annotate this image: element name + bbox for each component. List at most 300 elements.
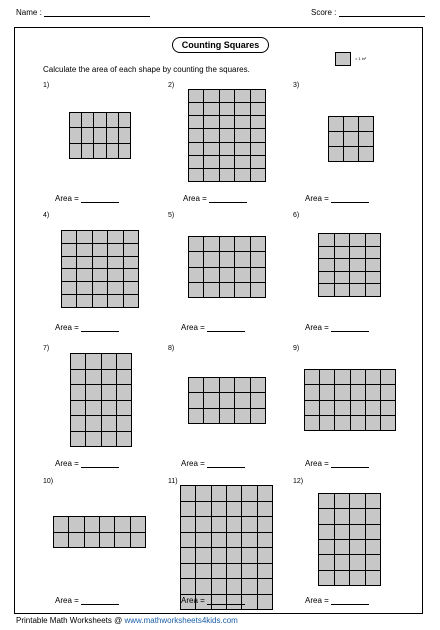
grid-square [366, 571, 381, 585]
grid-square [71, 416, 85, 431]
grid-square [117, 370, 131, 385]
grid-square [235, 103, 249, 115]
grid-square [124, 244, 138, 256]
grid-square [335, 525, 350, 539]
grid-square [320, 385, 334, 399]
problem-number: 5) [168, 212, 175, 219]
grid-square [189, 252, 203, 266]
grid-square [62, 282, 76, 294]
grid-square [108, 282, 122, 294]
answer-blank[interactable] [207, 467, 245, 468]
square-grid [304, 369, 396, 431]
grid-square [204, 252, 218, 266]
grid-square [329, 117, 343, 131]
grid-square [82, 128, 93, 142]
grid-square [102, 354, 116, 369]
square-grid [318, 233, 381, 297]
problem-number: 3) [293, 82, 300, 89]
grid-square [251, 129, 265, 141]
grid-square [212, 579, 226, 594]
grid-square [204, 237, 218, 251]
grid-square [189, 90, 203, 102]
area-label: Area = [305, 323, 329, 332]
name-label: Name : [16, 8, 42, 17]
grid-square [189, 103, 203, 115]
grid-square [350, 540, 365, 554]
grid-square [350, 234, 365, 246]
grid-square [71, 432, 85, 447]
grid-square [117, 401, 131, 416]
square-grid [328, 116, 374, 162]
grid-square [335, 370, 349, 384]
square-grid [69, 112, 131, 159]
grid-square [100, 533, 114, 548]
grid-square [69, 533, 83, 548]
grid-square [71, 401, 85, 416]
grid-square [62, 257, 76, 269]
grid-square [335, 284, 350, 296]
grid-square [235, 116, 249, 128]
name-line[interactable] [44, 16, 150, 17]
grid-square [320, 401, 334, 415]
problem-number: 7) [43, 345, 50, 352]
square-grid [188, 236, 266, 298]
grid-square [351, 401, 365, 415]
grid-square [204, 169, 218, 181]
grid-square [335, 494, 350, 508]
grid-square [220, 283, 234, 297]
grid-square [335, 247, 350, 259]
grid-square [93, 282, 107, 294]
grid-square [62, 269, 76, 281]
grid-square [108, 244, 122, 256]
grid-square [189, 156, 203, 168]
footer-url[interactable]: www.mathworksheets4kids.com [124, 616, 238, 625]
grid-square [335, 385, 349, 399]
grid-square [62, 231, 76, 243]
answer-blank[interactable] [331, 467, 369, 468]
problem-number: 9) [293, 345, 300, 352]
grid-square [124, 295, 138, 307]
grid-square [119, 113, 130, 127]
answer-blank[interactable] [331, 331, 369, 332]
grid-square [366, 259, 381, 271]
square-grid [180, 485, 273, 610]
grid-square [220, 268, 234, 282]
grid-square [196, 548, 210, 563]
grid-square [359, 147, 373, 161]
grid-square [305, 370, 319, 384]
grid-square [94, 128, 105, 142]
grid-square [93, 257, 107, 269]
grid-square [212, 548, 226, 563]
area-answer[interactable] [181, 323, 245, 332]
grid-square [320, 416, 334, 430]
grid-square [235, 252, 249, 266]
grid-square [94, 113, 105, 127]
grid-square [335, 509, 350, 523]
grid-square [107, 144, 118, 158]
grid-square [220, 116, 234, 128]
grid-square [227, 533, 241, 548]
answer-blank[interactable] [331, 202, 369, 203]
grid-square [204, 409, 218, 423]
grid-square [335, 416, 349, 430]
grid-square [124, 231, 138, 243]
grid-square [204, 116, 218, 128]
grid-square [319, 555, 334, 569]
grid-square [220, 409, 234, 423]
name-field[interactable] [16, 8, 150, 17]
grid-square [242, 517, 256, 532]
grid-square [359, 117, 373, 131]
grid-square [212, 502, 226, 517]
area-answer[interactable] [55, 459, 119, 468]
problem-number: 2) [168, 82, 175, 89]
grid-square [251, 237, 265, 251]
grid-square [117, 385, 131, 400]
grid-square [366, 494, 381, 508]
grid-square [117, 354, 131, 369]
grid-square [220, 237, 234, 251]
answer-blank[interactable] [207, 331, 245, 332]
grid-square [235, 90, 249, 102]
grid-square [196, 486, 210, 501]
grid-square [77, 244, 91, 256]
grid-square [350, 284, 365, 296]
grid-square [258, 502, 272, 517]
grid-square [335, 571, 350, 585]
grid-square [242, 502, 256, 517]
grid-square [93, 295, 107, 307]
area-answer[interactable] [305, 194, 369, 203]
answer-blank[interactable] [331, 604, 369, 605]
grid-square [82, 144, 93, 158]
grid-square [366, 416, 380, 430]
grid-square [227, 502, 241, 517]
grid-square [71, 385, 85, 400]
grid-square [350, 259, 365, 271]
grid-square [235, 378, 249, 392]
grid-square [258, 579, 272, 594]
score-line[interactable] [339, 16, 425, 17]
grid-square [319, 284, 334, 296]
grid-square [86, 416, 100, 431]
grid-square [131, 517, 145, 532]
area-answer[interactable] [181, 596, 245, 605]
grid-square [242, 564, 256, 579]
grid-square [242, 533, 256, 548]
grid-square [69, 517, 83, 532]
grid-square [335, 555, 350, 569]
grid-square [189, 409, 203, 423]
grid-square [189, 378, 203, 392]
grid-square [220, 393, 234, 407]
grid-square [319, 525, 334, 539]
grid-square [189, 143, 203, 155]
grid-square [189, 116, 203, 128]
grid-square [235, 169, 249, 181]
grid-square [366, 525, 381, 539]
grid-square [235, 129, 249, 141]
grid-square [181, 517, 195, 532]
score-label: Score : [311, 8, 337, 17]
grid-square [220, 90, 234, 102]
grid-square [102, 432, 116, 447]
area-answer[interactable] [55, 323, 119, 332]
grid-square [86, 385, 100, 400]
grid-square [108, 257, 122, 269]
grid-square [62, 295, 76, 307]
grid-square [107, 113, 118, 127]
grid-square [108, 231, 122, 243]
grid-square [305, 416, 319, 430]
worksheet-title: Counting Squares [172, 37, 269, 53]
grid-square [204, 393, 218, 407]
grid-square [108, 269, 122, 281]
grid-square [119, 128, 130, 142]
grid-square [77, 231, 91, 243]
grid-square [124, 282, 138, 294]
area-label: Area = [181, 596, 205, 605]
grid-square [335, 272, 350, 284]
grid-square [344, 117, 358, 131]
grid-square [251, 116, 265, 128]
grid-square [319, 509, 334, 523]
grid-square [204, 268, 218, 282]
area-answer[interactable] [181, 459, 245, 468]
grid-square [366, 509, 381, 523]
area-label: Area = [55, 459, 79, 468]
grid-square [189, 283, 203, 297]
legend-text: = 1 in² [355, 56, 367, 61]
grid-square [227, 564, 241, 579]
grid-square [335, 401, 349, 415]
grid-square [204, 90, 218, 102]
grid-square [235, 409, 249, 423]
grid-square [235, 268, 249, 282]
grid-square [251, 409, 265, 423]
grid-square [351, 416, 365, 430]
square-grid [53, 516, 146, 548]
grid-square [242, 486, 256, 501]
grid-square [344, 132, 358, 146]
grid-square [119, 144, 130, 158]
problem-number: 1) [43, 82, 50, 89]
grid-square [381, 401, 395, 415]
grid-square [189, 169, 203, 181]
area-label: Area = [305, 194, 329, 203]
grid-square [258, 548, 272, 563]
grid-square [94, 144, 105, 158]
grid-square [319, 247, 334, 259]
area-answer[interactable] [55, 596, 119, 605]
grid-square [70, 113, 81, 127]
grid-square [220, 156, 234, 168]
grid-square [366, 540, 381, 554]
grid-square [212, 486, 226, 501]
instructions: Calculate the area of each shape by counting the squares. [43, 65, 250, 74]
answer-blank[interactable] [81, 467, 119, 468]
unit-square-icon [335, 52, 351, 66]
grid-square [350, 555, 365, 569]
grid-square [85, 517, 99, 532]
grid-square [366, 272, 381, 284]
grid-square [115, 533, 129, 548]
area-answer[interactable] [55, 194, 119, 203]
grid-square [189, 393, 203, 407]
square-grid [61, 230, 139, 308]
problem-number: 10) [43, 478, 54, 485]
grid-square [204, 129, 218, 141]
grid-square [181, 502, 195, 517]
grid-square [251, 252, 265, 266]
grid-square [196, 533, 210, 548]
area-answer[interactable] [305, 323, 369, 332]
grid-square [86, 354, 100, 369]
grid-square [258, 564, 272, 579]
answer-blank[interactable] [209, 202, 247, 203]
grid-square [258, 517, 272, 532]
grid-square [204, 143, 218, 155]
grid-square [251, 393, 265, 407]
grid-square [305, 401, 319, 415]
grid-square [100, 517, 114, 532]
area-label: Area = [55, 323, 79, 332]
grid-square [54, 533, 68, 548]
grid-square [258, 533, 272, 548]
grid-square [235, 237, 249, 251]
grid-square [107, 128, 118, 142]
grid-square [366, 385, 380, 399]
grid-square [235, 143, 249, 155]
area-label: Area = [183, 194, 207, 203]
grid-square [350, 525, 365, 539]
grid-square [196, 579, 210, 594]
answer-blank[interactable] [207, 604, 245, 605]
problem-number: 8) [168, 345, 175, 352]
grid-square [204, 103, 218, 115]
grid-square [319, 259, 334, 271]
grid-square [93, 231, 107, 243]
grid-square [251, 103, 265, 115]
grid-square [102, 416, 116, 431]
answer-blank[interactable] [81, 202, 119, 203]
grid-square [181, 548, 195, 563]
grid-square [251, 143, 265, 155]
grid-square [350, 247, 365, 259]
grid-square [351, 370, 365, 384]
grid-square [212, 517, 226, 532]
grid-square [117, 432, 131, 447]
grid-square [319, 540, 334, 554]
grid-square [319, 494, 334, 508]
area-label: Area = [181, 459, 205, 468]
grid-square [227, 579, 241, 594]
grid-square [366, 234, 381, 246]
grid-square [335, 540, 350, 554]
grid-square [350, 272, 365, 284]
footer [16, 616, 238, 625]
grid-square [359, 132, 373, 146]
grid-square [381, 370, 395, 384]
grid-square [204, 156, 218, 168]
grid-square [220, 103, 234, 115]
answer-blank[interactable] [81, 331, 119, 332]
grid-square [212, 533, 226, 548]
problem-number: 11) [168, 478, 178, 485]
grid-square [235, 393, 249, 407]
area-label: Area = [305, 459, 329, 468]
grid-square [305, 385, 319, 399]
grid-square [71, 354, 85, 369]
grid-square [351, 385, 365, 399]
grid-square [251, 268, 265, 282]
grid-square [77, 295, 91, 307]
grid-square [220, 252, 234, 266]
grid-square [329, 132, 343, 146]
grid-square [258, 595, 272, 610]
problem-number: 12) [293, 478, 304, 485]
grid-square [212, 564, 226, 579]
area-label: Area = [55, 596, 79, 605]
grid-square [93, 244, 107, 256]
grid-square [131, 533, 145, 548]
grid-square [71, 370, 85, 385]
grid-square [102, 385, 116, 400]
grid-square [366, 284, 381, 296]
grid-square [251, 169, 265, 181]
score-field[interactable] [311, 8, 425, 17]
area-answer[interactable] [305, 596, 369, 605]
grid-square [102, 401, 116, 416]
grid-square [320, 370, 334, 384]
grid-square [366, 555, 381, 569]
grid-square [319, 571, 334, 585]
grid-square [335, 234, 350, 246]
grid-square [258, 486, 272, 501]
grid-square [77, 282, 91, 294]
area-label: Area = [181, 323, 205, 332]
grid-square [124, 269, 138, 281]
grid-square [381, 385, 395, 399]
grid-square [242, 548, 256, 563]
grid-square [77, 269, 91, 281]
square-grid [188, 377, 266, 424]
square-grid [70, 353, 132, 447]
grid-square [227, 517, 241, 532]
area-answer[interactable] [305, 459, 369, 468]
footer-text: Printable Math Worksheets @ [16, 616, 125, 625]
grid-square [115, 517, 129, 532]
grid-square [204, 378, 218, 392]
grid-square [220, 129, 234, 141]
area-answer[interactable] [183, 194, 247, 203]
grid-square [196, 517, 210, 532]
grid-square [189, 237, 203, 251]
grid-square [82, 113, 93, 127]
grid-square [366, 247, 381, 259]
grid-square [350, 509, 365, 523]
square-grid [188, 89, 266, 182]
answer-blank[interactable] [81, 604, 119, 605]
grid-square [85, 533, 99, 548]
grid-square [329, 147, 343, 161]
grid-square [227, 486, 241, 501]
grid-square [350, 571, 365, 585]
grid-square [189, 129, 203, 141]
grid-square [235, 283, 249, 297]
